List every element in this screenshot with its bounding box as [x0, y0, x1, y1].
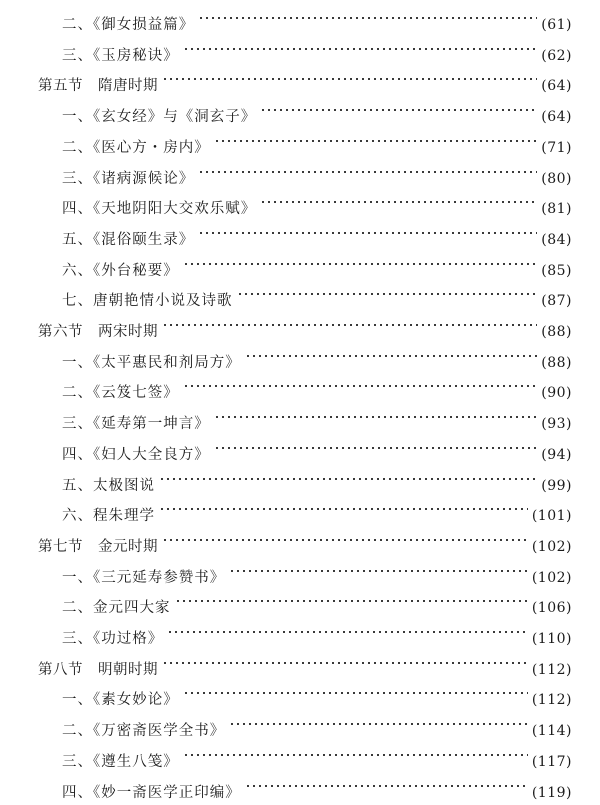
toc-entry-title: 二、《医心方・房内》	[62, 139, 210, 156]
toc-entry-page: (81)	[541, 201, 572, 218]
toc-entry-title: 一、《玄女经》与《洞玄子》	[62, 109, 257, 126]
toc-entry[interactable]	[62, 619, 572, 647]
toc-entry-page: (90)	[541, 385, 572, 402]
toc-entry-title: 二、《万密斋医学全书》	[62, 723, 226, 740]
toc-entry-title: 三、《功过格》	[62, 631, 164, 647]
dot-leader	[260, 97, 537, 121]
toc-entry[interactable]	[62, 36, 572, 64]
toc-entry-title: 四、《妇人大全良方》	[62, 446, 210, 463]
toc-entry-title: 五、太极图说	[62, 477, 155, 494]
dot-leader	[183, 680, 528, 704]
toc-entry-page: (117)	[531, 753, 572, 770]
toc-section-title: 第八节 明朝时期	[38, 661, 158, 678]
toc-section-title: 第六节 两宋时期	[38, 324, 158, 340]
toc-entry[interactable]	[62, 343, 572, 371]
toc-section-title: 第七节 金元时期	[38, 538, 158, 555]
toc-entry-page: (64)	[541, 109, 572, 126]
dot-leader	[260, 189, 537, 213]
dot-leader	[245, 773, 528, 797]
toc-entry[interactable]	[62, 251, 572, 279]
toc-entry-page: (99)	[541, 477, 572, 494]
dot-leader	[162, 312, 537, 336]
toc-entry-page: (62)	[541, 47, 572, 64]
toc-section-page: (64)	[541, 78, 572, 95]
toc-entry[interactable]	[62, 558, 572, 586]
toc-section-page: (112)	[531, 661, 572, 678]
toc-entry-page: (110)	[531, 631, 572, 647]
toc-entry-page: (102)	[531, 569, 572, 586]
dot-leader	[159, 466, 537, 490]
dot-leader	[245, 343, 538, 367]
toc-entry-page: (87)	[541, 293, 572, 310]
toc-entry[interactable]	[62, 680, 572, 709]
dot-leader	[183, 36, 538, 60]
toc-entry[interactable]	[62, 189, 572, 218]
toc-section-heading[interactable]	[38, 650, 572, 678]
dot-leader	[162, 527, 528, 551]
toc-entry-title: 四、《妙一斋医学正印编》	[62, 784, 241, 801]
toc-entry-title: 三、《遵生八笺》	[62, 753, 179, 770]
toc-entry-page: (80)	[541, 170, 572, 187]
dot-leader	[214, 128, 538, 152]
toc-entry[interactable]	[62, 496, 572, 525]
toc-entry[interactable]	[62, 281, 572, 310]
toc-entry-page: (119)	[531, 784, 572, 801]
toc-entry[interactable]	[62, 742, 572, 770]
toc-section-heading[interactable]	[38, 527, 572, 555]
toc-entry[interactable]	[62, 711, 572, 740]
toc-entry-title: 三、《玉房秘诀》	[62, 47, 179, 64]
toc-entry-title: 二、金元四大家	[62, 600, 171, 617]
toc-entry-page: (61)	[541, 17, 572, 33]
toc-entry-page: (88)	[541, 354, 572, 371]
toc-entry-title: 三、《延寿第一坤言》	[62, 416, 210, 433]
dot-leader	[159, 496, 528, 520]
toc-entry-page: (85)	[541, 262, 572, 279]
dot-leader	[183, 373, 538, 397]
dot-leader	[183, 251, 538, 275]
toc-entry-page: (114)	[531, 723, 572, 740]
toc-entry-title: 六、《外台秘要》	[62, 262, 179, 279]
toc-entry-title: 六、程朱理学	[62, 508, 155, 525]
dot-leader	[198, 220, 537, 244]
toc-section-page: (102)	[531, 538, 572, 555]
toc-section-heading[interactable]	[38, 66, 572, 95]
toc-entry[interactable]	[62, 773, 572, 801]
toc-entry-title: 一、《三元延寿参赞书》	[62, 569, 226, 586]
toc-entry-page: (94)	[541, 446, 572, 463]
dot-leader	[229, 558, 528, 582]
toc-entry-page: (84)	[541, 231, 572, 248]
dot-leader	[229, 711, 528, 735]
toc-entry[interactable]	[62, 466, 572, 494]
toc-entry[interactable]	[62, 128, 572, 156]
toc-entry[interactable]	[62, 97, 572, 126]
toc-entry[interactable]	[62, 220, 572, 248]
dot-leader	[237, 281, 538, 305]
toc-entry-page: (101)	[531, 508, 572, 525]
toc-entry[interactable]	[62, 373, 572, 402]
dot-leader	[175, 588, 528, 612]
dot-leader	[198, 5, 537, 29]
toc-section-title: 第五节 隋唐时期	[38, 78, 158, 95]
dot-leader	[214, 404, 538, 428]
dot-leader	[167, 619, 528, 643]
toc-entry-title: 二、《云笈七签》	[62, 385, 179, 402]
toc-entry[interactable]	[62, 435, 572, 463]
toc-entry-title: 二、《御女损益篇》	[62, 17, 195, 33]
toc-entry-page: (71)	[541, 139, 572, 156]
toc-entry-title: 三、《诸病源候论》	[62, 170, 195, 187]
toc-section-page: (88)	[541, 324, 572, 340]
toc-entry-title: 五、《混俗颐生录》	[62, 231, 195, 248]
toc-entry[interactable]	[62, 159, 572, 187]
dot-leader	[198, 159, 537, 183]
toc-entry-page: (112)	[531, 692, 572, 709]
toc-entry-title: 四、《天地阴阳大交欢乐赋》	[62, 201, 257, 218]
toc-entry-page: (93)	[541, 416, 572, 433]
toc-entry[interactable]	[62, 5, 572, 33]
dot-leader	[162, 650, 528, 674]
toc-section-heading[interactable]	[38, 312, 572, 340]
toc-entry-page: (106)	[531, 600, 572, 617]
dot-leader	[162, 66, 537, 90]
toc-entry-title: 七、唐朝艳情小说及诗歌	[62, 293, 233, 310]
toc-entry-title: 一、《素女妙论》	[62, 692, 179, 709]
toc-entry-title: 一、《太平惠民和剂局方》	[62, 354, 241, 371]
toc-entry[interactable]	[62, 588, 572, 617]
toc-entry[interactable]	[62, 404, 572, 433]
dot-leader	[183, 742, 528, 766]
dot-leader	[214, 435, 538, 459]
